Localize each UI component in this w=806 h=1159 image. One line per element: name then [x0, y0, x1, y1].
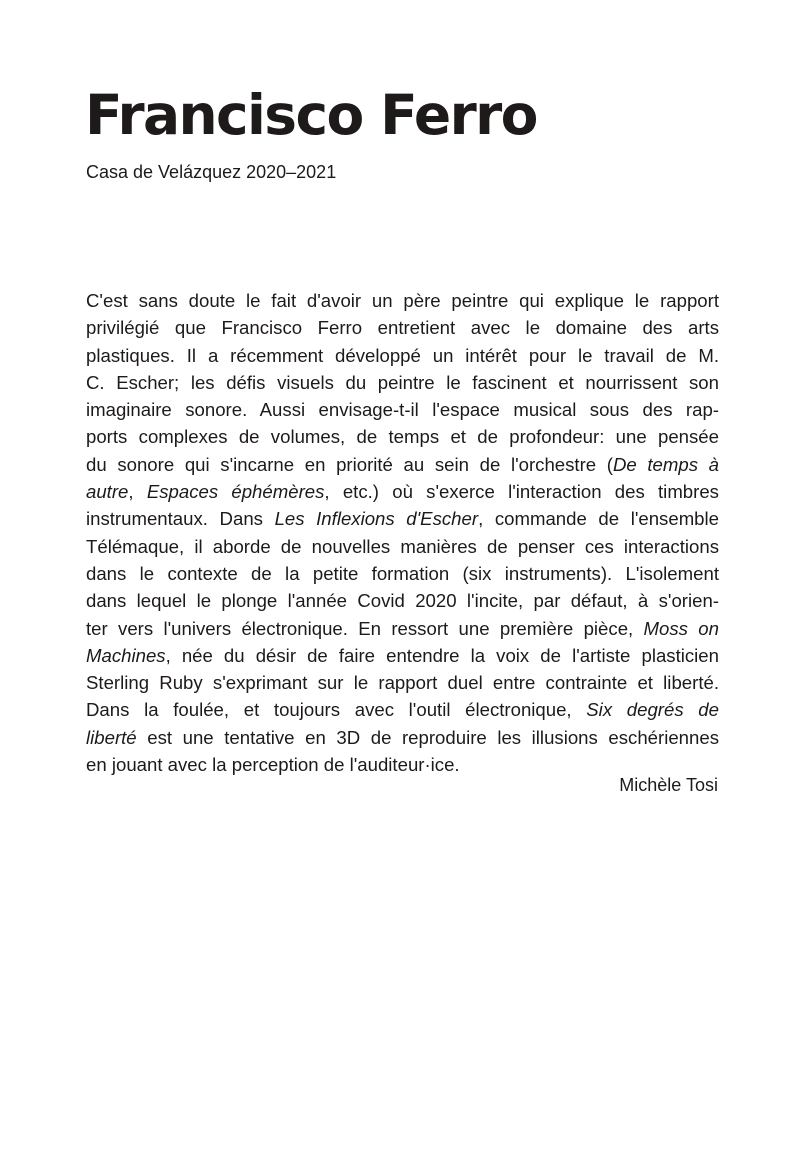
body-text-run: Dans la foulée, et toujours avec l'outil électronique, — [86, 699, 587, 721]
body-text-run: du sonore qui s'incarne en priorité au sein de l'orchestre ( — [86, 453, 613, 475]
body-line — [86, 287, 719, 314]
italic-title-text: Machines — [86, 644, 166, 666]
italic-title-text: autre — [86, 481, 129, 503]
author-signature: Michèle Tosi — [619, 775, 718, 795]
body-text-run: , commande de l'ensemble — [478, 508, 719, 530]
body-text-run: plastiques. Il a récemment développé un intérêt pour le travail de M. — [86, 344, 719, 366]
body-text-run: , etc.) où s'exerce l'interaction des timbres — [324, 481, 719, 503]
body-line — [86, 396, 719, 423]
body-text-run: dans le contexte de la petite formation (six instruments). L'isolement — [86, 562, 719, 584]
body-text-run: privilégié que Francisco Ferro entretient avec le domaine des arts — [86, 317, 719, 339]
body-line — [86, 533, 719, 560]
body-line — [86, 696, 719, 723]
body-line — [86, 615, 719, 642]
body-line — [86, 478, 719, 505]
body-line — [86, 724, 719, 751]
body-text-run: C. Escher; les défis visuels du peintre le fascinent et nourrissent son — [86, 371, 719, 393]
body-line — [86, 642, 719, 669]
body-line — [86, 560, 719, 587]
italic-title-text: Espaces éphémères — [146, 481, 325, 503]
body-text-run: dans lequel le plonge l'année Covid 2020 l'incite, par défaut, à s'orien- — [86, 590, 719, 612]
body-text-run: , — [128, 481, 147, 503]
body-text-run: , née du désir de faire entendre la voix de l'artiste plasticien — [165, 644, 719, 666]
body-text-run: instrumentaux. Dans — [86, 508, 275, 530]
body-paragraph — [86, 287, 719, 778]
italic-title-text: liberté — [86, 726, 137, 748]
body-text-run: Télémaque, il aborde de nouvelles manières de penser ces interactions — [86, 535, 719, 557]
body-line — [86, 342, 719, 369]
body-text-run: est une tentative en 3D de reproduire les illusions eschériennes — [136, 726, 719, 748]
body-line — [86, 669, 719, 696]
body-line — [86, 451, 719, 478]
body-text-run: en jouant avec la perception de l'auditeur·ice. — [86, 754, 460, 776]
body-text-run: ports complexes de volumes, de temps et de profondeur: une pensée — [86, 426, 719, 448]
body-line — [86, 314, 719, 341]
italic-title-text: Six degrés de — [586, 699, 719, 721]
body-text-run: imaginaire sonore. Aussi envisage-t-il l'espace musical sous des rap- — [86, 399, 719, 421]
body-text-run: C'est sans doute le fait d'avoir un père peintre qui explique le rapport — [86, 290, 719, 311]
body-line — [86, 369, 719, 396]
page-title: Francisco Ferro — [85, 83, 537, 147]
page-subtitle: Casa de Velázquez 2020–2021 — [86, 162, 337, 182]
body-line — [86, 423, 719, 450]
body-text-run: Sterling Ruby s'exprimant sur le rapport duel entre contrainte et liberté. — [86, 672, 719, 694]
italic-title-text: De temps à — [612, 453, 719, 475]
body-line — [86, 505, 719, 532]
italic-title-text: Les Inflexions d'Escher — [274, 508, 479, 530]
body-line — [86, 587, 719, 614]
body-text-run: ter vers l'univers électronique. En ressort une première pièce, — [86, 617, 644, 639]
italic-title-text: Moss on — [643, 617, 719, 639]
